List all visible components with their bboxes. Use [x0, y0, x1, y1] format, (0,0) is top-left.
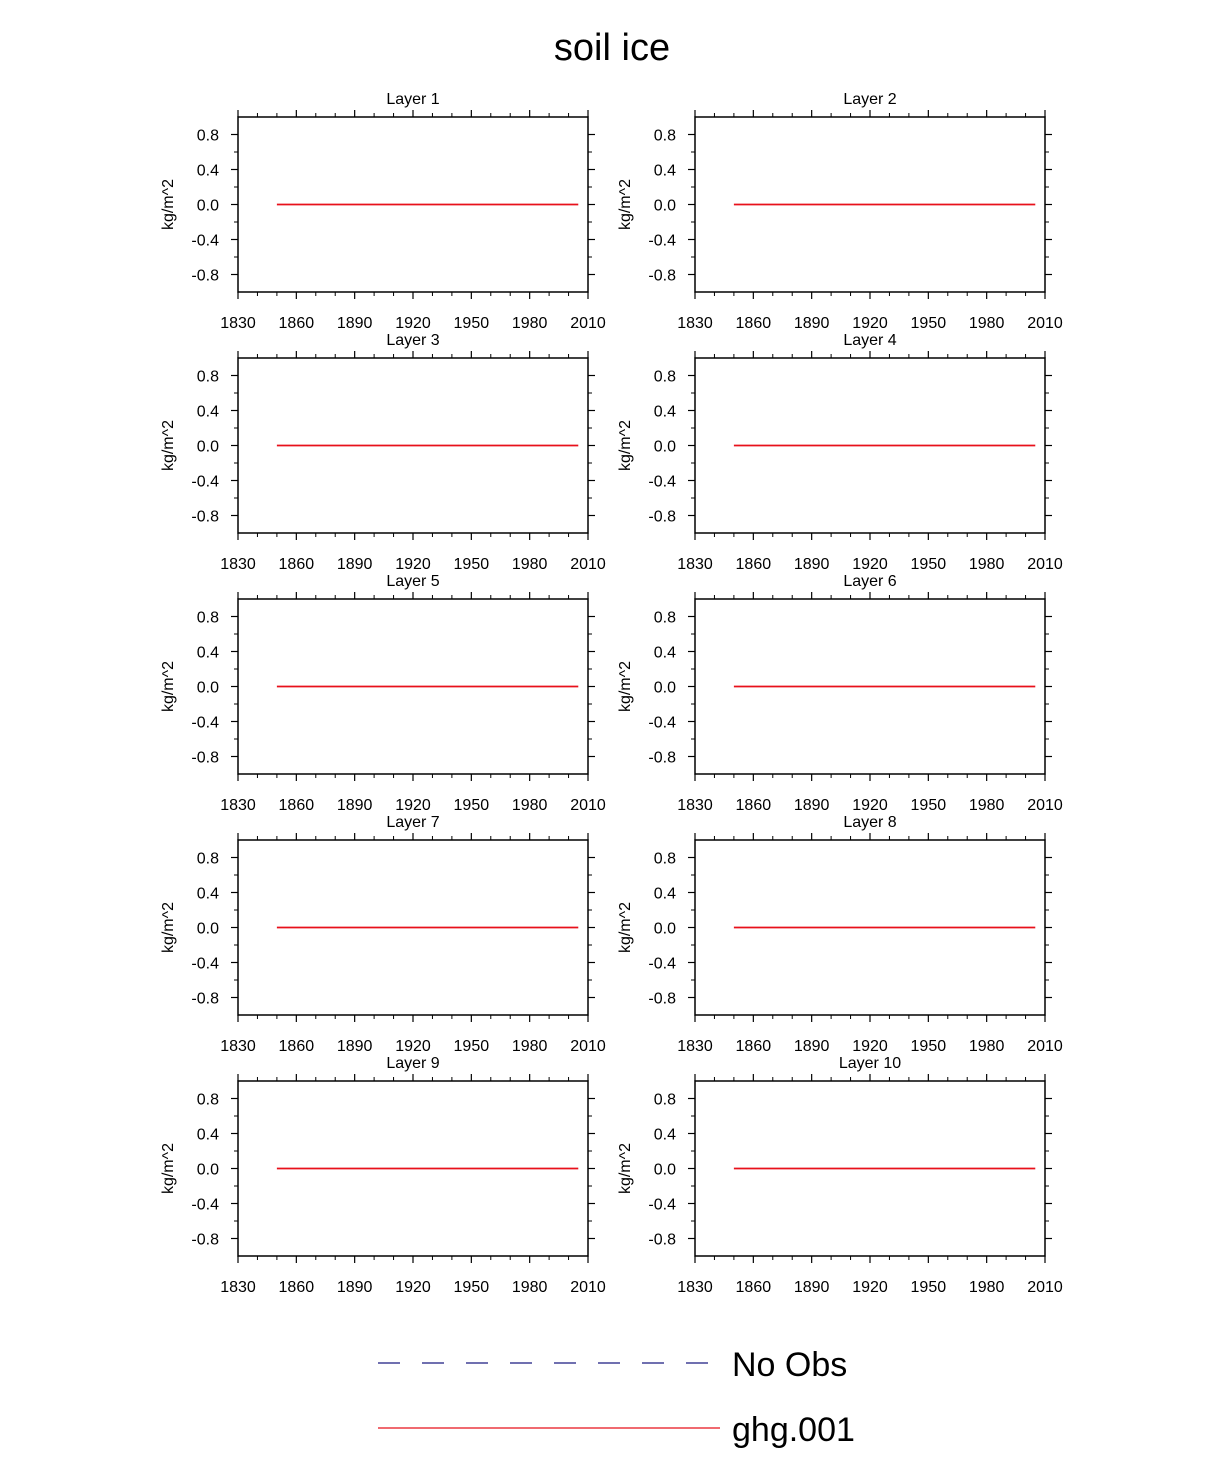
- y-axis-label: kg/m^2: [617, 1142, 634, 1195]
- x-tick-label: 1950: [910, 1279, 947, 1296]
- chart-title: soil ice: [553, 27, 671, 69]
- x-tick-label: 1860: [735, 556, 772, 573]
- y-tick-label: -0.8: [648, 1231, 676, 1249]
- x-tick-label: 1980: [968, 1279, 1005, 1296]
- x-tick-label: 1860: [735, 797, 772, 814]
- x-tick-label: 2010: [570, 1279, 606, 1296]
- y-tick-label: 0.0: [653, 438, 676, 456]
- x-tick-label: 2010: [1027, 797, 1063, 814]
- y-axis-label: kg/m^2: [617, 419, 634, 472]
- y-tick-label: 0.8: [196, 609, 219, 627]
- x-tick-label: 2010: [570, 556, 606, 573]
- y-tick-label: 0.4: [653, 644, 676, 662]
- y-tick-label: 0.8: [196, 850, 219, 868]
- x-tick-label: 1950: [453, 797, 490, 814]
- panel-title: Layer 4: [843, 332, 897, 349]
- x-tick-label: 1920: [852, 556, 888, 573]
- y-tick-label: -0.8: [648, 267, 676, 285]
- y-tick-label: -0.4: [648, 955, 676, 973]
- x-tick-label: 1890: [336, 315, 373, 332]
- x-tick-label: 1950: [910, 1038, 947, 1055]
- x-tick-label: 1980: [511, 556, 548, 573]
- legend: [378, 1346, 855, 1449]
- x-tick-label: 2010: [570, 797, 606, 814]
- x-tick-label: 2010: [570, 1038, 606, 1055]
- x-tick-label: 1830: [220, 315, 256, 332]
- x-tick-label: 1890: [793, 315, 830, 332]
- x-tick-label: 1890: [336, 1279, 373, 1296]
- y-tick-label: 0.4: [196, 885, 219, 903]
- panel-title: Layer 7: [386, 814, 440, 831]
- y-tick-label: -0.8: [191, 1231, 219, 1249]
- y-tick-label: 0.0: [653, 197, 676, 215]
- x-tick-label: 1920: [395, 315, 431, 332]
- x-tick-label: 1920: [395, 1038, 431, 1055]
- x-tick-label: 2010: [1027, 1038, 1063, 1055]
- x-tick-label: 1860: [278, 315, 315, 332]
- x-tick-label: 1890: [336, 797, 373, 814]
- y-tick-label: 0.0: [653, 1161, 676, 1179]
- panel-2: [617, 91, 1063, 332]
- y-tick-label: -0.4: [191, 955, 219, 973]
- y-tick-label: 0.4: [196, 162, 219, 180]
- y-tick-label: 0.8: [653, 850, 676, 868]
- x-tick-label: 2010: [570, 315, 606, 332]
- x-tick-label: 1980: [511, 797, 548, 814]
- y-tick-label: 0.8: [653, 368, 676, 386]
- x-tick-label: 1980: [511, 1279, 548, 1296]
- panel-10: [617, 1055, 1063, 1296]
- y-tick-label: -0.4: [191, 714, 219, 732]
- x-tick-label: 1920: [395, 797, 431, 814]
- y-axis-label: kg/m^2: [617, 901, 634, 954]
- x-tick-label: 1950: [910, 556, 947, 573]
- panel-3: [160, 332, 606, 573]
- x-tick-label: 1830: [677, 315, 713, 332]
- y-tick-label: -0.4: [648, 232, 676, 250]
- legend-label-1: No Obs: [732, 1346, 848, 1384]
- x-tick-label: 1830: [220, 556, 256, 573]
- panel-title: Layer 5: [386, 573, 440, 590]
- x-tick-label: 1950: [453, 556, 490, 573]
- x-tick-label: 1830: [677, 556, 713, 573]
- y-axis-label: kg/m^2: [160, 419, 177, 472]
- panels-grid: [160, 91, 1063, 1296]
- y-tick-label: 0.4: [653, 885, 676, 903]
- x-tick-label: 1830: [220, 1279, 256, 1296]
- x-tick-label: 1920: [395, 1279, 431, 1296]
- y-tick-label: -0.8: [648, 508, 676, 526]
- y-tick-label: -0.4: [191, 473, 219, 491]
- y-axis-label: kg/m^2: [160, 901, 177, 954]
- y-tick-label: -0.8: [191, 990, 219, 1008]
- y-tick-label: -0.4: [648, 1196, 676, 1214]
- x-tick-label: 1950: [910, 315, 947, 332]
- y-axis-label: kg/m^2: [160, 178, 177, 231]
- x-tick-label: 2010: [1027, 556, 1063, 573]
- panel-title: Layer 6: [843, 573, 897, 590]
- x-tick-label: 1890: [336, 556, 373, 573]
- x-tick-label: 1980: [511, 1038, 548, 1055]
- panel-4: [617, 332, 1063, 573]
- x-tick-label: 1950: [453, 1038, 490, 1055]
- y-tick-label: 0.0: [653, 920, 676, 938]
- y-tick-label: 0.8: [653, 127, 676, 145]
- panel-title: Layer 2: [843, 91, 897, 108]
- x-tick-label: 1860: [278, 1279, 315, 1296]
- y-tick-label: 0.4: [653, 403, 676, 421]
- x-tick-label: 1830: [220, 1038, 256, 1055]
- y-tick-label: -0.8: [191, 267, 219, 285]
- x-tick-label: 1920: [852, 797, 888, 814]
- y-axis-label: kg/m^2: [617, 660, 634, 713]
- x-tick-label: 1830: [677, 797, 713, 814]
- y-tick-label: -0.4: [648, 473, 676, 491]
- x-tick-label: 1980: [968, 1038, 1005, 1055]
- panel-9: [160, 1055, 606, 1296]
- panel-1: [160, 91, 606, 332]
- y-tick-label: 0.8: [196, 127, 219, 145]
- y-tick-label: -0.8: [191, 749, 219, 767]
- panel-7: [160, 814, 606, 1055]
- panel-6: [617, 573, 1063, 814]
- x-tick-label: 1920: [395, 556, 431, 573]
- y-tick-label: 0.0: [196, 1161, 219, 1179]
- y-tick-label: 0.0: [653, 679, 676, 697]
- y-tick-label: 0.0: [196, 920, 219, 938]
- y-axis-label: kg/m^2: [160, 1142, 177, 1195]
- y-axis-label: kg/m^2: [160, 660, 177, 713]
- x-tick-label: 1980: [968, 797, 1005, 814]
- y-axis-label: kg/m^2: [617, 178, 634, 231]
- y-tick-label: -0.4: [191, 232, 219, 250]
- panel-title: Layer 3: [386, 332, 440, 349]
- x-tick-label: 1980: [968, 556, 1005, 573]
- y-tick-label: -0.8: [191, 508, 219, 526]
- x-tick-label: 1860: [278, 556, 315, 573]
- panel-8: [617, 814, 1063, 1055]
- x-tick-label: 1950: [453, 315, 490, 332]
- x-tick-label: 1890: [336, 1038, 373, 1055]
- x-tick-label: 1950: [453, 1279, 490, 1296]
- y-tick-label: 0.4: [653, 1126, 676, 1144]
- x-tick-label: 1860: [735, 315, 772, 332]
- panel-title: Layer 1: [386, 91, 440, 108]
- x-tick-label: 1890: [793, 797, 830, 814]
- x-tick-label: 1920: [852, 315, 888, 332]
- y-tick-label: 0.8: [653, 1091, 676, 1109]
- y-tick-label: -0.4: [191, 1196, 219, 1214]
- x-tick-label: 1980: [511, 315, 548, 332]
- y-tick-label: 0.4: [196, 644, 219, 662]
- y-tick-label: 0.4: [196, 1126, 219, 1144]
- x-tick-label: 1860: [735, 1038, 772, 1055]
- y-tick-label: 0.0: [196, 197, 219, 215]
- x-tick-label: 1890: [793, 1279, 830, 1296]
- x-tick-label: 1860: [278, 797, 315, 814]
- panel-title: Layer 10: [838, 1055, 902, 1072]
- panel-title: Layer 9: [386, 1055, 440, 1072]
- y-tick-label: 0.0: [196, 438, 219, 456]
- x-tick-label: 1950: [910, 797, 947, 814]
- x-tick-label: 2010: [1027, 1279, 1063, 1296]
- y-tick-label: 0.0: [196, 679, 219, 697]
- panel-title: Layer 8: [843, 814, 897, 831]
- x-tick-label: 1890: [793, 1038, 830, 1055]
- x-tick-label: 1980: [968, 315, 1005, 332]
- x-tick-label: 2010: [1027, 315, 1063, 332]
- y-tick-label: -0.4: [648, 714, 676, 732]
- x-tick-label: 1890: [793, 556, 830, 573]
- y-tick-label: 0.4: [653, 162, 676, 180]
- y-tick-label: -0.8: [648, 990, 676, 1008]
- y-tick-label: -0.8: [648, 749, 676, 767]
- x-tick-label: 1860: [735, 1279, 772, 1296]
- y-tick-label: 0.8: [196, 1091, 219, 1109]
- y-tick-label: 0.8: [196, 368, 219, 386]
- legend-label-2: ghg.001: [732, 1411, 855, 1449]
- x-tick-label: 1830: [677, 1279, 713, 1296]
- x-tick-label: 1830: [220, 797, 256, 814]
- x-tick-label: 1860: [278, 1038, 315, 1055]
- x-tick-label: 1920: [852, 1038, 888, 1055]
- y-tick-label: 0.4: [196, 403, 219, 421]
- x-tick-label: 1830: [677, 1038, 713, 1055]
- x-tick-label: 1920: [852, 1279, 888, 1296]
- panel-5: [160, 573, 606, 814]
- y-tick-label: 0.8: [653, 609, 676, 627]
